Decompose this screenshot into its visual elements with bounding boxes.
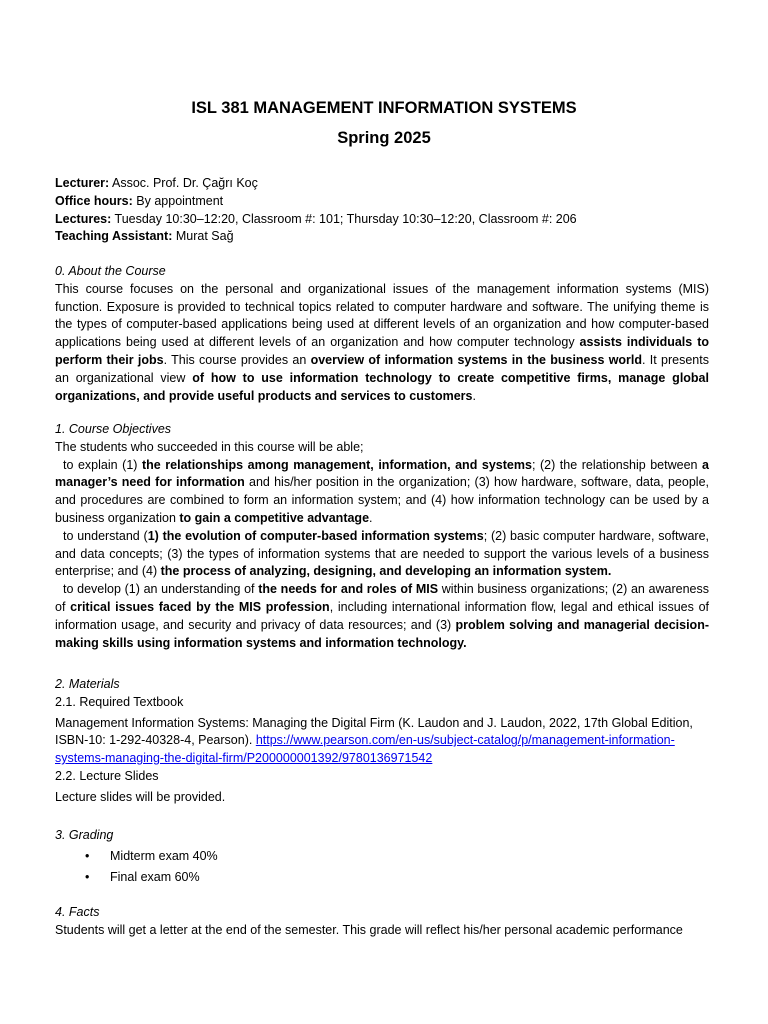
textbook-citation: Management Information Systems: Managing the Digital Firm (K. Laudon and J. Laudon, 2022, 17th Global Edition, ISBN-10: 1-292-40328-4, Pearson). https://www.pearson.com/en-us/subject-catalog/p/management-information-systems-managing-the-digital-firm/P200000001392/9780136971542 bbox=[55, 715, 693, 766]
textbook-link[interactable]: https://www.pearson.com/en-us/subject-catalog/p/management-information-systems-managing-the-digital-firm/P200000001392/9780136971542 bbox=[55, 733, 675, 766]
lecturer-value: Assoc. Prof. Dr. Çağrı Koç bbox=[111, 176, 258, 190]
slides-text: Lecture slides will be provided. bbox=[55, 789, 226, 804]
grading-section bbox=[55, 827, 709, 886]
grading-item-final: • Final exam 60% bbox=[55, 869, 709, 887]
grading-heading: 3. Grading bbox=[55, 828, 114, 842]
office-hours-label: Office hours: bbox=[55, 193, 133, 208]
lectures-line bbox=[55, 211, 709, 229]
lecturer-line bbox=[55, 175, 709, 193]
slides-subheading: 2.2. Lecture Slides bbox=[55, 768, 159, 783]
facts-section bbox=[55, 904, 709, 940]
objectives-heading: 1. Course Objectives bbox=[55, 422, 172, 436]
ta-line bbox=[55, 228, 709, 246]
office-hours-line bbox=[55, 193, 709, 211]
facts-heading: 4. Facts bbox=[55, 905, 100, 919]
ta-label: Teaching Assistant: bbox=[55, 229, 173, 244]
course-info bbox=[55, 175, 709, 246]
ta-value: Murat Sağ bbox=[175, 229, 234, 244]
course-title: ISL 381 MANAGEMENT INFORMATION SYSTEMS bbox=[191, 99, 577, 117]
lectures-value: Tuesday 10:30–12:20, Classroom #: 101; Thursday 10:30–12:20, Classroom #: 206 bbox=[114, 211, 577, 226]
objective-explain: to explain (1) the relationships among management, information, and systems; (2) the relationship between a manager’s need for information and his/her position in the organization; (3) how hardware, software, data, people, and procedures are combined to form an information system; and (4) how information technology can be used by a business organization to gain a competitive advantage. bbox=[55, 457, 709, 525]
objectives-intro: The students who succeeded in this course will be able; bbox=[55, 439, 364, 454]
materials-section bbox=[55, 676, 709, 807]
objective-understand: to understand (1) the evolution of computer-based information systems; (2) basic computer hardware, software, and data concepts; (3) the types of information systems that are needed to support the various levels of a business enterprise; and (4) the process of analyzing, designing, and developing an information system. bbox=[55, 528, 709, 579]
objectives-section bbox=[55, 421, 709, 652]
textbook-subheading: 2.1. Required Textbook bbox=[55, 694, 184, 709]
about-section bbox=[55, 263, 709, 405]
about-paragraph: This course focuses on the personal and organizational issues of the management information systems (MIS) function. Exposure is provided to technical topics related to computer hardware and software. The unifying theme is the types of computer-based applications being used at different levels of an organization and how computer-based applications being used at different levels of an organization and how computer technology assists individuals to perform their jobs. This course provides an overview of information systems in the business world. It presents an organizational view of how to use information technology to create competitive firms, manage global organizations, and provide useful products and services to customers. bbox=[55, 281, 709, 403]
office-hours-value: By appointment bbox=[136, 193, 224, 208]
lecturer-label: Lecturer: bbox=[55, 176, 110, 190]
lectures-label: Lectures: bbox=[55, 211, 112, 226]
facts-text: Students will get a letter at the end of the semester. This grade will reflect his/her personal academic performance bbox=[55, 922, 683, 937]
grading-item-midterm: • Midterm exam 40% bbox=[55, 848, 709, 866]
materials-heading: 2. Materials bbox=[55, 677, 120, 691]
semester-title: Spring 2025 bbox=[337, 129, 431, 147]
objective-develop: to develop (1) an understanding of the needs for and roles of MIS within business organizations; (2) an awareness of critical issues faced by the MIS profession, including international information flow, legal and ethical issues of information usage, and security and privacy of data resources; and (3) problem solving and managerial decision-making skills using information systems and information technology. bbox=[55, 582, 710, 650]
about-heading: 0. About the Course bbox=[55, 264, 166, 278]
